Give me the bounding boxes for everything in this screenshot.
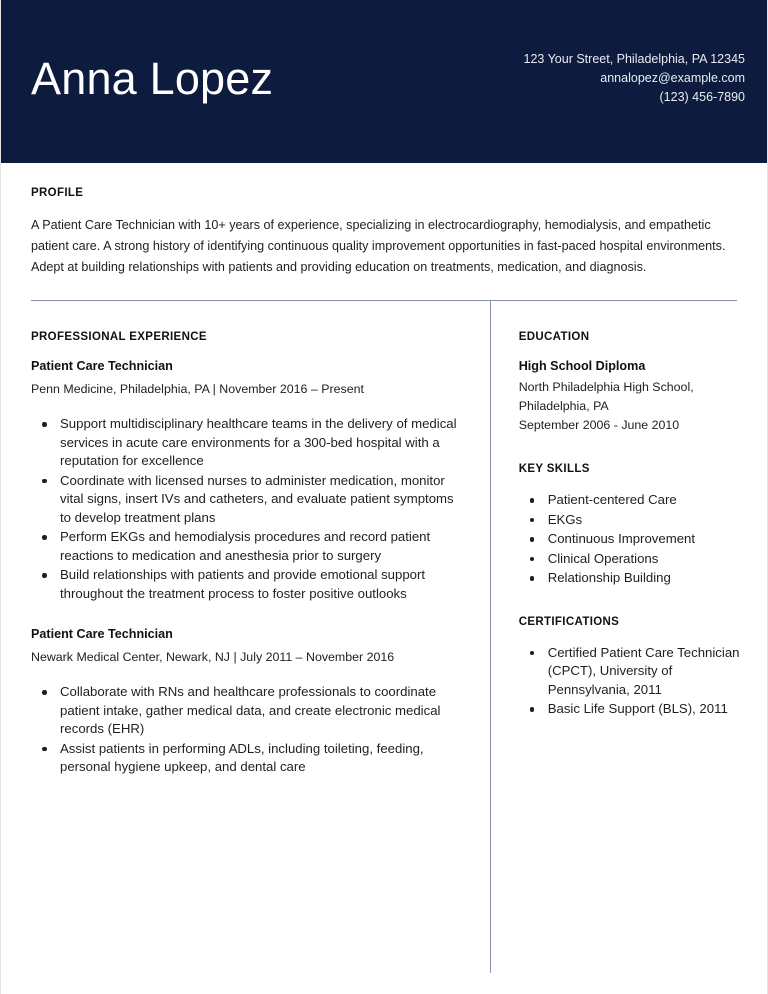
list-item: Assist patients in performing ADLs, including toileting, feeding, personal hygiene upkeep, and dental care: [31, 740, 468, 777]
profile-heading: PROFILE: [31, 187, 84, 199]
key-skills-list: [519, 491, 745, 588]
sidebar-column: [490, 301, 767, 973]
list-item: Build relationships with patients and provide emotional support throughout the treatment process to foster positive outlooks: [31, 566, 468, 603]
list-item: Relationship Building: [519, 569, 745, 588]
contact-address: 123 Your Street, Philadelphia, PA 12345: [523, 52, 745, 66]
key-skills-section: [519, 463, 745, 588]
job-title: Patient Care Technician: [31, 359, 173, 373]
list-item: Support multidisciplinary healthcare teams in the delivery of medical services in acute care environments for a 300-bed hospital with a reputation for excellence: [31, 415, 468, 471]
job-entry: [31, 627, 468, 777]
profile-text: A Patient Care Technician with 10+ years of experience, specializing in electrocardiography, hemodialysis, and empathetic patient care. A strong history of identifying continuous quality improvement opportunities in fast-paced hospital environments. Adept at building relationships with patients and providing education on treatments, medication, and diagnosis.: [31, 218, 726, 274]
candidate-name: Anna Lopez: [31, 53, 274, 104]
key-skills-heading: KEY SKILLS: [518, 463, 590, 475]
education-dates: September 2006 - June 2010: [518, 418, 680, 432]
job-entry: [31, 359, 468, 603]
job-bullets: [31, 683, 468, 777]
education-section: [519, 331, 745, 435]
certifications-heading: CERTIFICATIONS: [518, 615, 620, 628]
list-item: EKGs: [519, 511, 745, 530]
job-title: Patient Care Technician: [31, 627, 173, 641]
job-meta: Newark Medical Center, Newark, NJ | July 2011 – November 2016: [31, 650, 395, 664]
list-item: Collaborate with RNs and healthcare professionals to coordinate patient intake, gather medical data, and create electronic medical records (EHR): [31, 683, 468, 739]
certifications-section: [519, 616, 745, 719]
contact-block: [524, 50, 745, 107]
contact-phone[interactable]: (123) 456-7890: [659, 90, 745, 104]
job-bullets: [31, 415, 468, 603]
profile-section: [1, 163, 767, 301]
resume-header: [1, 0, 767, 163]
experience-column: [1, 301, 490, 973]
list-item: Continuous Improvement: [519, 530, 745, 549]
list-item: Clinical Operations: [519, 550, 745, 569]
education-school: North Philadelphia High School, Philadelphia, PA: [518, 380, 694, 413]
body-columns: [1, 301, 767, 973]
list-item: Perform EKGs and hemodialysis procedures and record patient reactions to medication and anesthesia prior to surgery: [31, 528, 468, 565]
education-heading: EDUCATION: [518, 331, 590, 343]
list-item: Coordinate with licensed nurses to administer medication, monitor vital signs, insert IVs and catheters, and evaluate patient symptoms to develop treatment plans: [31, 472, 468, 528]
certifications-list: [519, 644, 745, 719]
education-degree: High School Diploma: [518, 359, 646, 373]
contact-email[interactable]: annalopez@example.com: [600, 71, 745, 85]
list-item: Certified Patient Care Technician (CPCT), University of Pennsylvania, 2011: [519, 644, 745, 700]
list-item: Basic Life Support (BLS), 2011: [519, 700, 745, 719]
job-meta: Penn Medicine, Philadelphia, PA | November 2016 – Present: [31, 382, 364, 396]
list-item: Patient-centered Care: [519, 491, 745, 510]
experience-heading: PROFESSIONAL EXPERIENCE: [31, 331, 207, 343]
